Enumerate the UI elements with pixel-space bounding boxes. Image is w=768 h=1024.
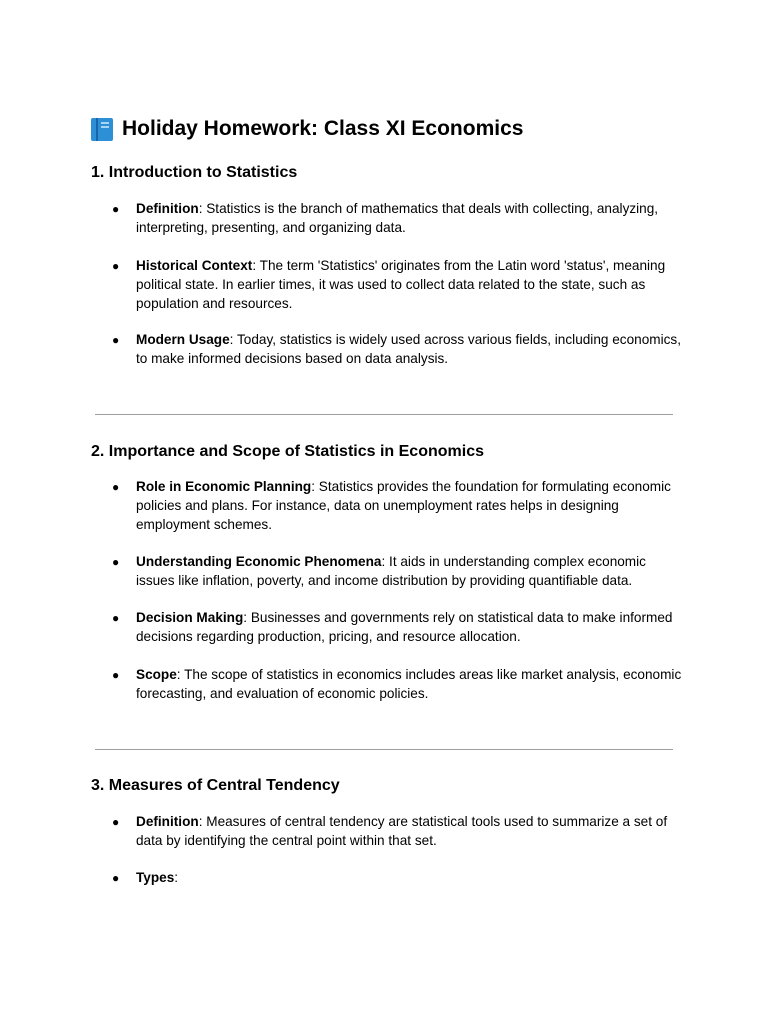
document-title-text: Holiday Homework: Class XI Economics (122, 117, 524, 140)
bullet-icon: ● (112, 202, 120, 216)
list-item (112, 609, 684, 647)
item-term: Historical Context (136, 258, 253, 273)
bullet-icon: ● (112, 668, 120, 682)
item-term: Decision Making (136, 610, 244, 625)
list-item (112, 553, 684, 591)
item-term: Definition (136, 201, 199, 216)
bullet-icon: ● (112, 815, 120, 829)
list-item (112, 200, 684, 238)
list-item (112, 478, 684, 534)
item-text: : The scope of statistics in economics includes areas like market analysis, economic forecasting, and evaluation of economic policies. (136, 667, 682, 701)
bullet-icon: ● (112, 871, 120, 885)
list-item (112, 666, 684, 704)
section-heading: 3. Measures of Central Tendency (91, 777, 340, 794)
section-divider (95, 749, 673, 750)
item-text: : (174, 870, 179, 885)
bullet-icon: ● (112, 611, 120, 625)
book-icon (91, 118, 113, 141)
item-term: Understanding Economic Phenomena (136, 554, 382, 569)
item-term: Scope (136, 667, 177, 682)
bullet-icon: ● (112, 333, 120, 347)
item-term: Modern Usage (136, 332, 230, 347)
item-text: : The term 'Statistics' originates from the Latin word 'status', meaning political state. In earlier times, it was used to collect data related to the state, such as population and resources. (136, 258, 666, 311)
item-text: : Statistics provides the foundation for formulating economic policies and plans. For instance, data on unemployment rates helps in designing employment schemes. (136, 479, 671, 532)
list-item (112, 257, 684, 313)
bullet-icon: ● (112, 555, 120, 569)
item-text: : It aids in understanding complex economic issues like inflation, poverty, and income distribution by providing quantifiable data. (136, 554, 646, 588)
list-item (112, 331, 684, 369)
item-term: Role in Economic Planning (136, 479, 312, 494)
section-heading: 2. Importance and Scope of Statistics in Economics (91, 443, 484, 460)
item-term: Types (136, 870, 175, 885)
section-heading: 1. Introduction to Statistics (91, 164, 298, 181)
item-text: : Measures of central tendency are statistical tools used to summarize a set of data by identifying the central point within that set. (136, 814, 668, 848)
document-title (91, 114, 523, 144)
item-text: : Businesses and governments rely on statistical data to make informed decisions regarding production, pricing, and resource allocation. (136, 610, 673, 644)
section-divider (95, 414, 673, 415)
item-text: : Today, statistics is widely used across various fields, including economics, to make informed decisions based on data analysis. (136, 332, 681, 366)
bullet-icon: ● (112, 259, 120, 273)
list-item (112, 869, 684, 888)
item-term: Definition (136, 814, 199, 829)
item-text: : Statistics is the branch of mathematics that deals with collecting, analyzing, interpreting, presenting, and organizing data. (136, 201, 659, 235)
bullet-icon: ● (112, 480, 120, 494)
list-item (112, 813, 684, 851)
